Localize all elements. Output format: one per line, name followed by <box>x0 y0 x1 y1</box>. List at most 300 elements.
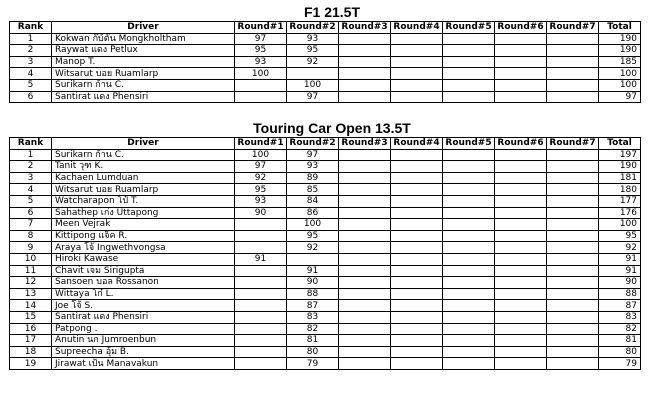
total-cell: 177 <box>599 195 641 207</box>
table-row <box>10 161 641 173</box>
round3-cell <box>339 358 391 370</box>
rank-cell: 5 <box>10 79 52 91</box>
rank-cell: 6 <box>10 207 52 219</box>
round3-cell <box>339 300 391 312</box>
round3-cell <box>339 335 391 347</box>
rank-cell: 10 <box>10 253 52 265</box>
driver-cell: Supreecha อุ้ม B. <box>52 346 235 358</box>
total-cell: 180 <box>599 184 641 196</box>
round6-cell <box>495 79 547 91</box>
round1-cell <box>235 300 287 312</box>
round2-cell: 85 <box>287 184 339 196</box>
round6-cell <box>495 68 547 80</box>
round1-cell <box>235 311 287 323</box>
table-row <box>10 358 641 370</box>
round1-cell <box>235 230 287 242</box>
round5-cell <box>443 161 495 173</box>
table-row <box>10 277 641 289</box>
round3-cell <box>339 56 391 68</box>
column-header: Round#5 <box>443 138 495 150</box>
round4-cell <box>391 253 443 265</box>
driver-cell: Kokwan ก๊บ้ตัน Mongkholtham <box>52 33 235 45</box>
table-row <box>10 184 641 196</box>
round6-cell <box>495 184 547 196</box>
round2-cell: 100 <box>287 79 339 91</box>
driver-cell: Kittipong แจ็ค R. <box>52 230 235 242</box>
round4-cell <box>391 56 443 68</box>
column-header: Total <box>599 22 641 34</box>
driver-cell: Anutin นก Jumroenbun <box>52 335 235 347</box>
column-header: Rank <box>10 138 52 150</box>
round6-cell <box>495 195 547 207</box>
rank-cell: 7 <box>10 219 52 231</box>
column-header: Round#6 <box>495 22 547 34</box>
driver-cell: Sansoen บอล Rossanon <box>52 277 235 289</box>
round1-cell: 97 <box>235 33 287 45</box>
round3-cell <box>339 195 391 207</box>
round1-cell <box>235 288 287 300</box>
column-header: Round#5 <box>443 22 495 34</box>
total-cell: 82 <box>599 323 641 335</box>
round1-cell: 90 <box>235 207 287 219</box>
table-row <box>10 346 641 358</box>
column-header: Round#7 <box>547 22 599 34</box>
rank-cell: 15 <box>10 311 52 323</box>
driver-cell: Watcharapon โป๋ T. <box>52 195 235 207</box>
round7-cell <box>547 358 599 370</box>
driver-cell: Jirawat เป้น Manavakun <box>52 358 235 370</box>
total-cell: 80 <box>599 346 641 358</box>
round5-cell <box>443 184 495 196</box>
table-row <box>10 172 641 184</box>
round1-cell <box>235 265 287 277</box>
table-row <box>10 91 641 103</box>
round7-cell <box>547 161 599 173</box>
round1-cell <box>235 335 287 347</box>
round3-cell <box>339 91 391 103</box>
round2-cell: 82 <box>287 323 339 335</box>
round3-cell <box>339 230 391 242</box>
column-header: Round#4 <box>391 138 443 150</box>
round3-cell <box>339 288 391 300</box>
round7-cell <box>547 311 599 323</box>
round3-cell <box>339 149 391 161</box>
round1-cell <box>235 323 287 335</box>
round4-cell <box>391 288 443 300</box>
round6-cell <box>495 311 547 323</box>
table-row <box>10 323 641 335</box>
round4-cell <box>391 45 443 57</box>
table-row <box>10 311 641 323</box>
round7-cell <box>547 230 599 242</box>
round7-cell <box>547 184 599 196</box>
round5-cell <box>443 311 495 323</box>
round5-cell <box>443 207 495 219</box>
round6-cell <box>495 56 547 68</box>
round2-cell: 91 <box>287 265 339 277</box>
round4-cell <box>391 323 443 335</box>
round6-cell <box>495 300 547 312</box>
round6-cell <box>495 335 547 347</box>
table-row <box>10 149 641 161</box>
table-row <box>10 45 641 57</box>
round5-cell <box>443 91 495 103</box>
total-cell: 83 <box>599 311 641 323</box>
round6-cell <box>495 242 547 254</box>
round2-cell: 92 <box>287 56 339 68</box>
driver-cell: Santirat แดง Phensiri <box>52 91 235 103</box>
round3-cell <box>339 219 391 231</box>
round6-cell <box>495 161 547 173</box>
results-table-touring <box>9 137 641 370</box>
column-header: Driver <box>52 138 235 150</box>
round5-cell <box>443 45 495 57</box>
column-header: Round#3 <box>339 138 391 150</box>
round7-cell <box>547 242 599 254</box>
round3-cell <box>339 79 391 91</box>
round1-cell: 92 <box>235 172 287 184</box>
column-header: Round#7 <box>547 138 599 150</box>
round3-cell <box>339 45 391 57</box>
round3-cell <box>339 265 391 277</box>
round4-cell <box>391 358 443 370</box>
round1-cell <box>235 242 287 254</box>
round1-cell: 91 <box>235 253 287 265</box>
column-header: Rank <box>10 22 52 34</box>
total-cell: 190 <box>599 45 641 57</box>
round2-cell: 93 <box>287 161 339 173</box>
round4-cell <box>391 300 443 312</box>
round7-cell <box>547 288 599 300</box>
round5-cell <box>443 300 495 312</box>
round3-cell <box>339 277 391 289</box>
total-cell: 100 <box>599 68 641 80</box>
column-header: Round#1 <box>235 22 287 34</box>
driver-cell: Raywat แดง Petlux <box>52 45 235 57</box>
rank-cell: 8 <box>10 230 52 242</box>
rank-cell: 4 <box>10 68 52 80</box>
round2-cell: 81 <box>287 335 339 347</box>
round6-cell <box>495 45 547 57</box>
round2-cell: 100 <box>287 219 339 231</box>
round7-cell <box>547 33 599 45</box>
header-row <box>10 22 641 34</box>
round1-cell: 97 <box>235 161 287 173</box>
round1-cell <box>235 91 287 103</box>
round7-cell <box>547 207 599 219</box>
round7-cell <box>547 253 599 265</box>
total-cell: 197 <box>599 149 641 161</box>
round7-cell <box>547 219 599 231</box>
driver-cell: Santirat แดง Phensiri <box>52 311 235 323</box>
rank-cell: 3 <box>10 172 52 184</box>
round7-cell <box>547 91 599 103</box>
round3-cell <box>339 68 391 80</box>
column-header: Round#6 <box>495 138 547 150</box>
round6-cell <box>495 207 547 219</box>
rank-cell: 14 <box>10 300 52 312</box>
round5-cell <box>443 68 495 80</box>
total-cell: 181 <box>599 172 641 184</box>
total-cell: 176 <box>599 207 641 219</box>
round1-cell: 93 <box>235 195 287 207</box>
round2-cell: 79 <box>287 358 339 370</box>
round6-cell <box>495 265 547 277</box>
table-row <box>10 230 641 242</box>
table-row <box>10 300 641 312</box>
round5-cell <box>443 288 495 300</box>
round4-cell <box>391 311 443 323</box>
round5-cell <box>443 195 495 207</box>
total-cell: 100 <box>599 219 641 231</box>
round6-cell <box>495 358 547 370</box>
round3-cell <box>339 184 391 196</box>
round4-cell <box>391 219 443 231</box>
round1-cell <box>235 79 287 91</box>
round6-cell <box>495 172 547 184</box>
column-header: Round#1 <box>235 138 287 150</box>
rank-cell: 1 <box>10 149 52 161</box>
section-title-touring: Touring Car Open 13.5T <box>253 120 411 136</box>
rank-cell: 16 <box>10 323 52 335</box>
round6-cell <box>495 346 547 358</box>
rank-cell: 2 <box>10 161 52 173</box>
total-cell: 185 <box>599 56 641 68</box>
table-row <box>10 335 641 347</box>
total-cell: 92 <box>599 242 641 254</box>
round3-cell <box>339 207 391 219</box>
total-cell: 190 <box>599 33 641 45</box>
round4-cell <box>391 346 443 358</box>
round4-cell <box>391 172 443 184</box>
round2-cell: 90 <box>287 277 339 289</box>
driver-cell: Hiroki Kawase <box>52 253 235 265</box>
driver-cell: Manop T. <box>52 56 235 68</box>
round5-cell <box>443 79 495 91</box>
table-row <box>10 33 641 45</box>
round2-cell: 93 <box>287 33 339 45</box>
round5-cell <box>443 172 495 184</box>
driver-cell: Tanit วุฑ K. <box>52 161 235 173</box>
driver-cell: Surikarn ก้าน C. <box>52 79 235 91</box>
driver-cell: Joe โจ้ S. <box>52 300 235 312</box>
round4-cell <box>391 33 443 45</box>
round4-cell <box>391 242 443 254</box>
rank-cell: 6 <box>10 91 52 103</box>
round5-cell <box>443 242 495 254</box>
total-cell: 100 <box>599 79 641 91</box>
round1-cell: 100 <box>235 149 287 161</box>
round1-cell <box>235 277 287 289</box>
total-cell: 190 <box>599 161 641 173</box>
round5-cell <box>443 277 495 289</box>
column-header: Total <box>599 138 641 150</box>
column-header: Driver <box>52 22 235 34</box>
round6-cell <box>495 323 547 335</box>
total-cell: 87 <box>599 300 641 312</box>
rank-cell: 5 <box>10 195 52 207</box>
round6-cell <box>495 33 547 45</box>
column-header: Round#2 <box>287 22 339 34</box>
table-row <box>10 207 641 219</box>
round1-cell: 100 <box>235 68 287 80</box>
total-cell: 81 <box>599 335 641 347</box>
round4-cell <box>391 68 443 80</box>
round2-cell: 97 <box>287 149 339 161</box>
round5-cell <box>443 33 495 45</box>
table-row <box>10 56 641 68</box>
column-header: Round#2 <box>287 138 339 150</box>
rank-cell: 17 <box>10 335 52 347</box>
round5-cell <box>443 230 495 242</box>
round2-cell: 80 <box>287 346 339 358</box>
round5-cell <box>443 265 495 277</box>
round3-cell <box>339 323 391 335</box>
driver-cell: Araya โจ้ Ingwethvongsa <box>52 242 235 254</box>
round4-cell <box>391 277 443 289</box>
round4-cell <box>391 184 443 196</box>
round1-cell: 95 <box>235 45 287 57</box>
driver-cell: Wittaya โก๋ L. <box>52 288 235 300</box>
round7-cell <box>547 79 599 91</box>
round5-cell <box>443 358 495 370</box>
round7-cell <box>547 68 599 80</box>
round5-cell <box>443 346 495 358</box>
round6-cell <box>495 288 547 300</box>
round3-cell <box>339 161 391 173</box>
round7-cell <box>547 195 599 207</box>
round6-cell <box>495 253 547 265</box>
round7-cell <box>547 45 599 57</box>
round3-cell <box>339 311 391 323</box>
table-row <box>10 242 641 254</box>
round4-cell <box>391 195 443 207</box>
driver-cell: Kachaen Lumduan <box>52 172 235 184</box>
round4-cell <box>391 149 443 161</box>
round6-cell <box>495 277 547 289</box>
round7-cell <box>547 335 599 347</box>
round4-cell <box>391 230 443 242</box>
rank-cell: 12 <box>10 277 52 289</box>
round4-cell <box>391 335 443 347</box>
round6-cell <box>495 91 547 103</box>
round6-cell <box>495 149 547 161</box>
round2-cell: 92 <box>287 242 339 254</box>
rank-cell: 18 <box>10 346 52 358</box>
round5-cell <box>443 323 495 335</box>
driver-cell: Witsarut บอย Ruamlarp <box>52 184 235 196</box>
table-row <box>10 265 641 277</box>
round3-cell <box>339 346 391 358</box>
round5-cell <box>443 335 495 347</box>
round6-cell <box>495 219 547 231</box>
round7-cell <box>547 277 599 289</box>
rank-cell: 3 <box>10 56 52 68</box>
total-cell: 95 <box>599 230 641 242</box>
rank-cell: 4 <box>10 184 52 196</box>
table-row <box>10 68 641 80</box>
round2-cell: 88 <box>287 288 339 300</box>
section-title-f1: F1 21.5T <box>303 4 361 20</box>
round4-cell <box>391 91 443 103</box>
rank-cell: 11 <box>10 265 52 277</box>
table-row <box>10 288 641 300</box>
round7-cell <box>547 172 599 184</box>
rank-cell: 19 <box>10 358 52 370</box>
round5-cell <box>443 56 495 68</box>
round7-cell <box>547 300 599 312</box>
total-cell: 90 <box>599 277 641 289</box>
driver-cell: Sahathep เก่ง Uttapong <box>52 207 235 219</box>
round2-cell: 84 <box>287 195 339 207</box>
table-row <box>10 253 641 265</box>
round1-cell <box>235 219 287 231</box>
round3-cell <box>339 242 391 254</box>
round7-cell <box>547 346 599 358</box>
round2-cell: 86 <box>287 207 339 219</box>
round4-cell <box>391 265 443 277</box>
round5-cell <box>443 219 495 231</box>
driver-cell: Surikarn ก้าน C. <box>52 149 235 161</box>
round2-cell: 83 <box>287 311 339 323</box>
header-row <box>10 138 641 150</box>
rank-cell: 1 <box>10 33 52 45</box>
column-header: Round#4 <box>391 22 443 34</box>
round7-cell <box>547 56 599 68</box>
round3-cell <box>339 253 391 265</box>
table-row <box>10 195 641 207</box>
round2-cell: 97 <box>287 91 339 103</box>
rank-cell: 2 <box>10 45 52 57</box>
total-cell: 79 <box>599 358 641 370</box>
table-row <box>10 219 641 231</box>
round4-cell <box>391 161 443 173</box>
round1-cell <box>235 346 287 358</box>
round1-cell: 93 <box>235 56 287 68</box>
round2-cell <box>287 253 339 265</box>
round4-cell <box>391 207 443 219</box>
driver-cell: Witsarut บอย Ruamlarp <box>52 68 235 80</box>
round2-cell: 95 <box>287 45 339 57</box>
round3-cell <box>339 172 391 184</box>
round5-cell <box>443 253 495 265</box>
round2-cell: 89 <box>287 172 339 184</box>
total-cell: 88 <box>599 288 641 300</box>
driver-cell: Meen Vejrak <box>52 219 235 231</box>
round5-cell <box>443 149 495 161</box>
round3-cell <box>339 33 391 45</box>
total-cell: 91 <box>599 253 641 265</box>
round6-cell <box>495 230 547 242</box>
round1-cell: 95 <box>235 184 287 196</box>
round2-cell: 95 <box>287 230 339 242</box>
round4-cell <box>391 79 443 91</box>
driver-cell: Chavit เจม Sirigupta <box>52 265 235 277</box>
table-row <box>10 79 641 91</box>
round7-cell <box>547 149 599 161</box>
round7-cell <box>547 265 599 277</box>
total-cell: 91 <box>599 265 641 277</box>
round1-cell <box>235 358 287 370</box>
total-cell: 97 <box>599 91 641 103</box>
rank-cell: 9 <box>10 242 52 254</box>
results-table-f1 <box>9 21 641 103</box>
round7-cell <box>547 323 599 335</box>
column-header: Round#3 <box>339 22 391 34</box>
driver-cell: Patpong . <box>52 323 235 335</box>
round2-cell: 87 <box>287 300 339 312</box>
rank-cell: 13 <box>10 288 52 300</box>
